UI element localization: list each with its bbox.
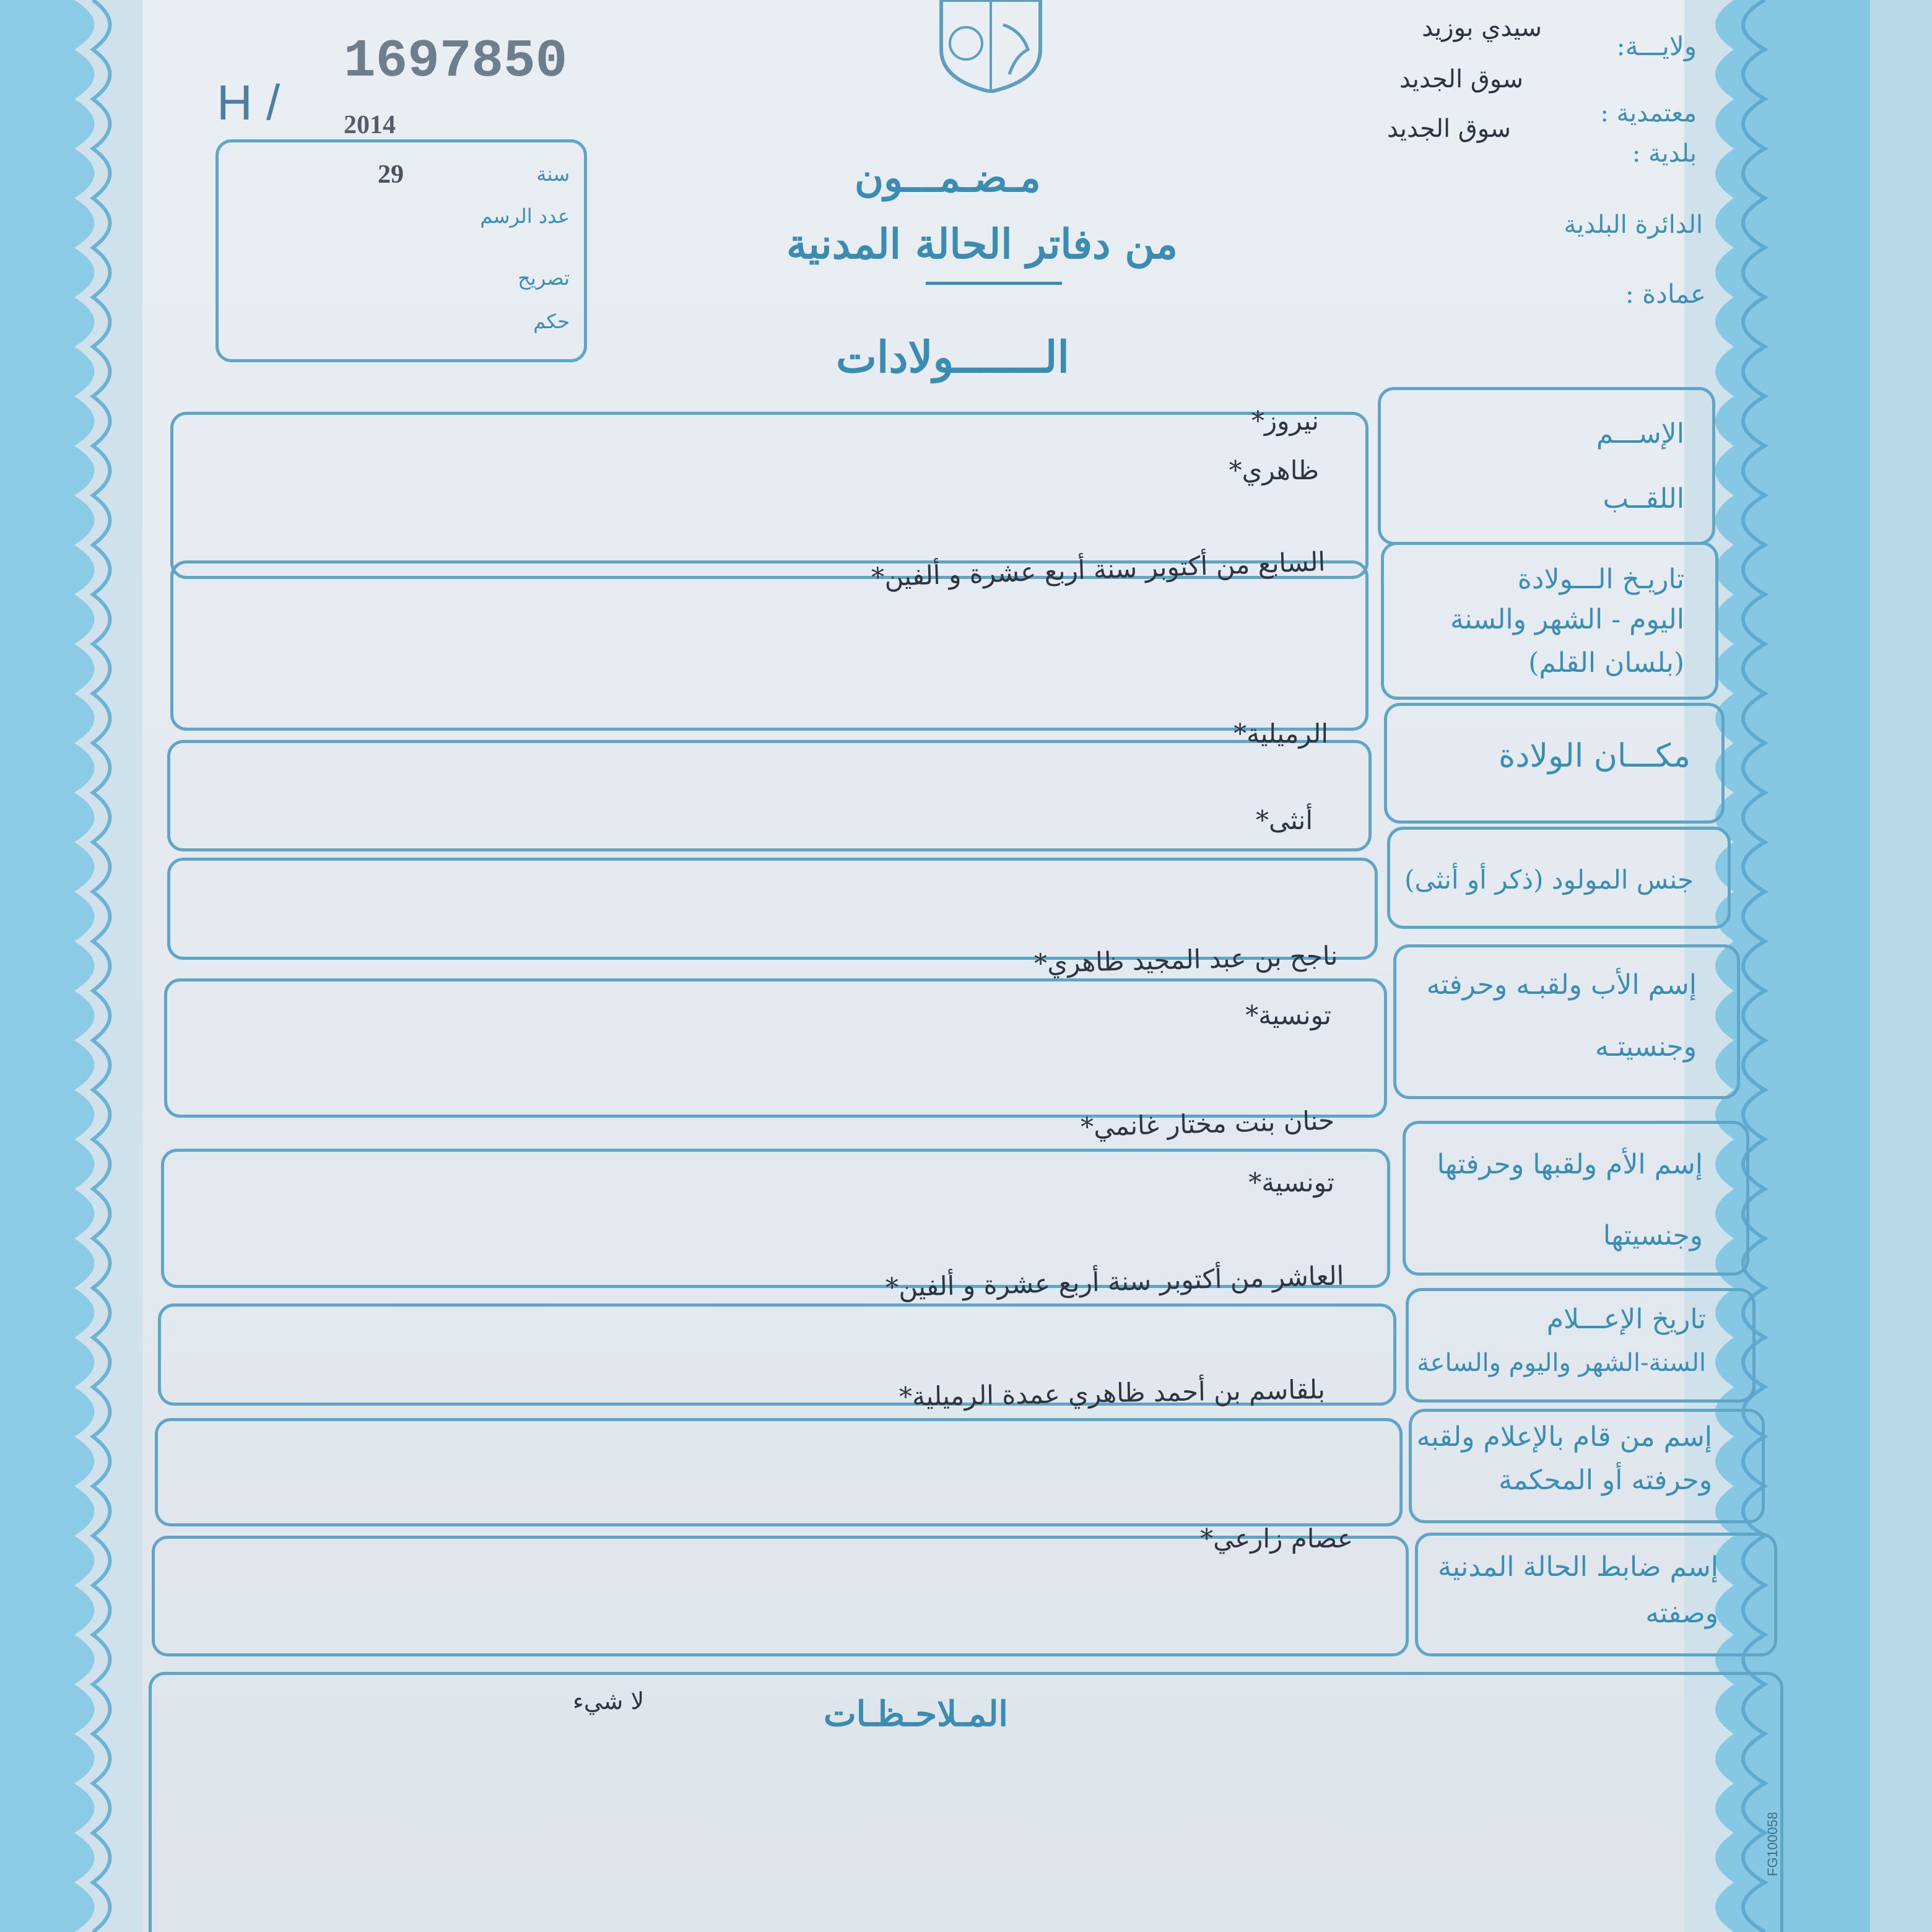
notes-label: المـلاحـظـات <box>824 1694 1008 1734</box>
birth-date-label: تاريـخ الـــولادة <box>1517 564 1684 595</box>
birth-place-value-box <box>167 740 1372 851</box>
stub-year-value: 29 <box>378 160 404 189</box>
mutamadiya-value: سوق الجديد <box>1399 65 1523 94</box>
declarant-value-box <box>155 1418 1403 1526</box>
birth-place-value: الرميلية* <box>1234 718 1328 749</box>
mother-nationality-value: تونسية* <box>1248 1167 1334 1198</box>
serial-year: 2014 <box>344 111 396 139</box>
birth-date-sub-label: اليوم - الشهر والسنة <box>1450 604 1684 635</box>
name-label-box <box>1378 387 1715 545</box>
father-label: إسم الأب ولقبـه وحرفته <box>1426 969 1697 1001</box>
first-name-value: نيروز* <box>1251 406 1319 436</box>
mother-name-value: حنان بنت مختار غانمي* <box>1080 1105 1335 1142</box>
birth-date-value: السابع من أكتوبر سنة أربع عشرة و ألفين* <box>871 546 1326 593</box>
officer-value: عصام زارعي* <box>1200 1523 1353 1554</box>
tunisia-emblem-icon <box>929 0 1053 93</box>
municipal-district-label: الدائرة البلدية <box>1564 211 1703 239</box>
form-code: FG100058 <box>1765 1812 1780 1876</box>
first-name-label: الإســـم <box>1596 418 1684 450</box>
father-nationality-value: تونسية* <box>1245 1000 1331 1030</box>
declarant-value: بلقاسم بن أحمد ظاهري عمدة الرميلية* <box>899 1374 1326 1412</box>
notes-value: لا شيء <box>573 1687 645 1715</box>
stub-record-number-label: عدد الرسم <box>480 204 570 228</box>
document-subtitle: من دفاتر الحالة المدنية <box>786 220 1178 268</box>
stub-declaration-label: تصريح <box>518 266 570 290</box>
document-title: مـضـمـــون <box>855 155 1041 201</box>
officer-label: إسم ضابط الحالة المدنية <box>1438 1551 1718 1583</box>
sex-value: أنثى* <box>1255 805 1313 835</box>
baladiya-value: سوق الجديد <box>1386 115 1511 143</box>
father-nationality-label: وجنسيتـه <box>1595 1031 1697 1063</box>
serial-prefix: H / <box>217 75 281 130</box>
father-value-box <box>164 978 1387 1118</box>
surname-label: اللقــب <box>1603 483 1684 515</box>
serial-number: 1697850 <box>344 31 568 92</box>
declaration-date-sub-label: السنة-الشهر واليوم والساعة <box>1417 1349 1706 1377</box>
declarant-sub-label: وحرفته أو المحكمة <box>1499 1464 1712 1496</box>
wilaya-value: سيدي بوزيد <box>1422 14 1542 42</box>
officer-sub-label: وصفته <box>1645 1598 1718 1629</box>
mutamadiya-label: معتمدية : <box>1600 99 1697 128</box>
left-guilloche-border <box>0 0 142 1932</box>
baladiya-label: بلدية : <box>1632 139 1697 168</box>
sex-label: جنس المولود (ذكر أو أنثى) <box>1404 864 1694 895</box>
wilaya-label: ولايـــة: <box>1616 31 1697 61</box>
declaration-date-value: العاشر من أكتوبر سنة أربع عشرة و ألفين* <box>885 1260 1344 1303</box>
stub-year-label: سنة <box>536 162 570 186</box>
surname-value: ظاهري* <box>1229 455 1319 485</box>
declaration-date-label: تاريخ الإعـــلام <box>1546 1303 1706 1335</box>
birth-place-label: مكـــان الولادة <box>1498 738 1690 775</box>
declarant-label: إسم من قام بالإعلام ولقبه <box>1416 1421 1712 1453</box>
birth-date-value-box <box>170 560 1368 731</box>
father-name-value: ناجح بن عبد المجيد ظاهري* <box>1033 940 1338 979</box>
imada-label: عمادة : <box>1625 279 1706 309</box>
mother-nationality-label: وجنسيتها <box>1603 1220 1703 1251</box>
subtitle-underline <box>926 282 1062 285</box>
birth-date-written-label: (بلسان القلم) <box>1528 647 1684 679</box>
officer-value-box <box>152 1536 1409 1656</box>
mother-label: إسم الأم ولقبها وحرفتها <box>1437 1149 1703 1180</box>
section-title: الـــــــولادات <box>836 331 1069 383</box>
stub-judgment-label: حكم <box>533 310 570 333</box>
